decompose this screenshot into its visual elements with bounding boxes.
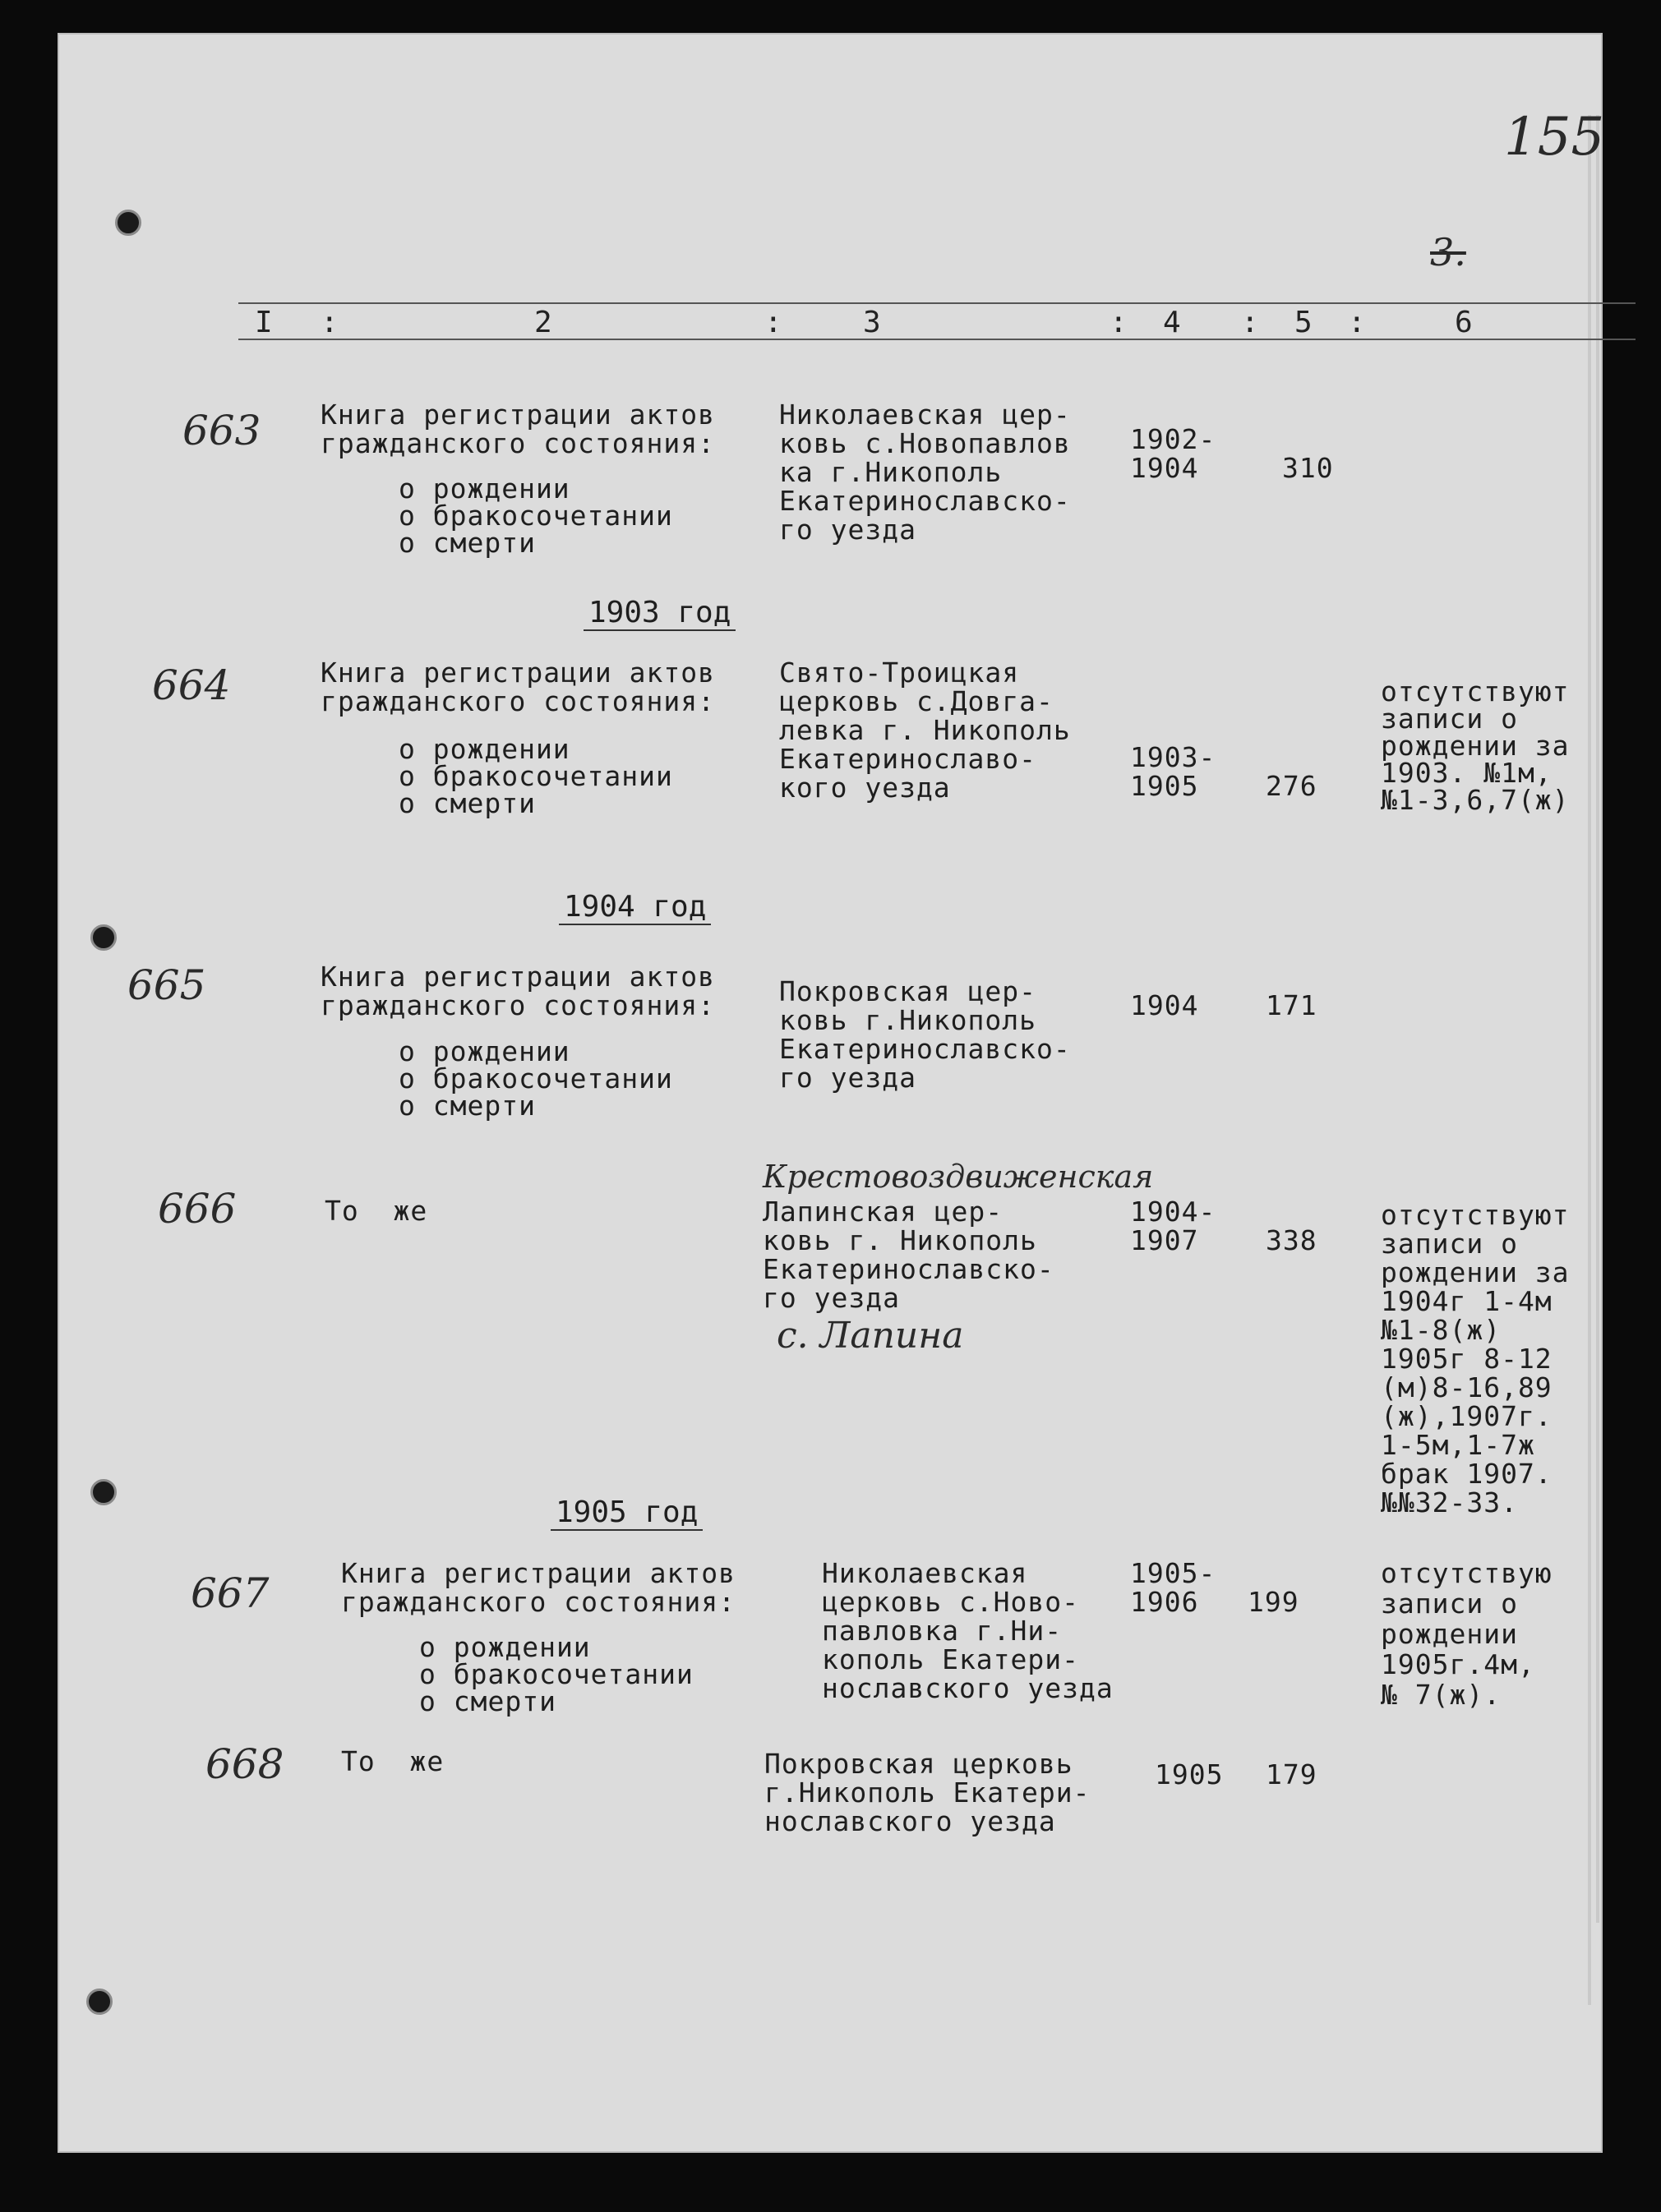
entry-desc-line: гражданского состояния: [321,427,715,459]
sheet-count: 171 [1266,989,1317,1021]
date-line: 1905- [1130,1557,1216,1589]
note-line: 1905г.4м, [1381,1648,1535,1680]
church-line: Екатеринославско- [779,1033,1071,1065]
entry-desc-line: Книга регистрации актов [341,1557,736,1589]
church-line: церковь с.Довга- [779,685,1054,717]
note-line: записи о [1381,1228,1518,1260]
sheet-count: 276 [1266,770,1317,802]
sheet-count: 179 [1266,1758,1317,1790]
date-line: 1904 [1130,989,1199,1021]
col-header: 4 [1163,306,1181,339]
entry-number: 665 [127,961,206,1009]
page-edge [1588,115,1591,2005]
entry-desc-line: о рождении [399,1035,570,1067]
note-line: (ж),1907г. [1381,1400,1553,1432]
entry-desc-line: о бракосочетании [419,1658,694,1690]
church-line: нославского уезда [822,1672,1114,1704]
col-sep: : [1348,306,1366,339]
entry-desc-line: гражданского состояния: [341,1586,736,1618]
date-line: 1906 [1130,1586,1199,1618]
entry-desc-line: о бракосочетании [399,500,673,532]
church-line: Николаевская [822,1557,1028,1589]
note-line: 1905г 8-12 [1381,1343,1553,1375]
church-line: Свято-Троицкая [779,657,1020,689]
note-line: отсутствуют [1381,1199,1570,1231]
entry-number: 667 [191,1569,270,1617]
punch-hole [115,210,141,236]
col-header: 6 [1455,306,1473,339]
note-line: отсутствую [1381,1557,1553,1589]
entry-desc-line: гражданского состояния: [321,989,715,1021]
note-line: рождении за [1381,1256,1570,1288]
note-line: №1-8(ж) [1381,1314,1502,1346]
entry-desc-line: о бракосочетании [399,1062,673,1094]
note-line: 1-5м,1-7ж [1381,1429,1535,1461]
note-line: (м)8-16,89 [1381,1371,1553,1403]
sheet-number: 3. [1430,230,1466,274]
church-line: Екатеринославско- [779,485,1071,517]
church-line: ка г.Никополь [779,456,1003,488]
year-heading: 1903 год [584,596,736,631]
church-line: го уезда [779,1062,916,1094]
sheet-count: 310 [1282,452,1334,484]
entry-desc-line: о бракосочетании [399,760,673,792]
entry-desc-line: Книга регистрации актов [321,399,715,431]
church-line: Николаевская цер- [779,399,1071,431]
note-line: № 7(ж). [1381,1679,1502,1711]
col-header: 2 [534,306,552,339]
church-line: Екатеринославо- [779,743,1037,775]
note-line: записи о [1381,703,1518,735]
note-line: №№32-33. [1381,1486,1518,1518]
year-heading: 1904 год [559,890,711,925]
note-line: 1904г 1-4м [1381,1285,1553,1317]
date-line: 1905 [1130,770,1199,802]
date-line: 1907 [1130,1224,1199,1256]
entry-number: 664 [152,661,231,709]
note-line: №1-3,6,7(ж) [1381,784,1570,816]
date-line: 1902- [1130,423,1216,455]
church-line: го уезда [779,514,916,546]
page-number: 155 [1504,107,1605,168]
church-line: Покровская церковь [764,1748,1073,1780]
same-as-above: То же [341,1745,445,1777]
church-line: павловка г.Ни- [822,1615,1063,1647]
church-line: ковь г.Никополь [779,1004,1037,1036]
col-sep: : [764,306,782,339]
col-header: 3 [863,306,881,339]
page-edge [1596,115,1599,1923]
note-line: отсутствуют [1381,675,1570,707]
sheet-count: 199 [1248,1586,1299,1618]
entry-desc-line: о рождении [399,733,570,765]
church-line: го уезда [763,1282,900,1314]
church-line: церковь с.Ново- [822,1586,1080,1618]
church-line: нославского уезда [764,1805,1056,1837]
church-line: Лапинская цер- [763,1196,1004,1228]
entry-desc-line: о смерти [399,527,536,559]
entry-number: 666 [158,1185,237,1233]
church-line: ковь г. Никополь [763,1224,1037,1256]
church-line: ковь с.Новопавлов [779,427,1071,459]
date-line: 1904- [1130,1196,1216,1228]
punch-hole [90,924,117,951]
note-line: рождении [1381,1618,1518,1650]
column-header-row [238,302,1636,340]
entry-desc-line: Книга регистрации актов [321,657,715,689]
entry-desc-line: Книга регистрации актов [321,961,715,993]
sheet-count: 338 [1266,1224,1317,1256]
entry-desc-line: о смерти [399,787,536,819]
note-line: 1903. №1м, [1381,757,1553,789]
church-handwritten: Крестовоздвиженская [763,1159,1154,1195]
date-line: 1905 [1155,1758,1224,1790]
punch-hole [90,1479,117,1505]
date-line: 1904 [1130,452,1199,484]
same-as-above: То же [325,1195,428,1227]
year-heading: 1905 год [551,1495,703,1531]
church-line: левка г. Никополь [779,714,1071,746]
entry-desc-line: гражданского состояния: [321,685,715,717]
village-handwritten: с. Лапина [777,1315,964,1357]
note-line: брак 1907. [1381,1458,1553,1490]
entry-desc-line: о смерти [419,1685,556,1717]
note-line: записи о [1381,1588,1518,1620]
church-line: кополь Екатери- [822,1643,1080,1675]
col-sep: : [1110,306,1128,339]
entry-desc-line: о рождении [399,472,570,505]
date-line: 1903- [1130,741,1216,773]
church-line: Екатеринославско- [763,1253,1054,1285]
punch-hole [86,1988,113,2015]
col-sep: : [1241,306,1259,339]
col-header: I [255,306,273,339]
church-line: г.Никополь Екатери- [764,1777,1091,1809]
entry-desc-line: о рождении [419,1631,591,1663]
entry-desc-line: о смерти [399,1090,536,1122]
church-line: кого уезда [779,772,951,804]
entry-number: 668 [205,1740,284,1788]
church-line: Покровская цер- [779,975,1037,1007]
note-line: рождении за [1381,730,1570,762]
col-sep: : [321,306,339,339]
entry-number: 663 [182,407,261,454]
col-header: 5 [1294,306,1313,339]
